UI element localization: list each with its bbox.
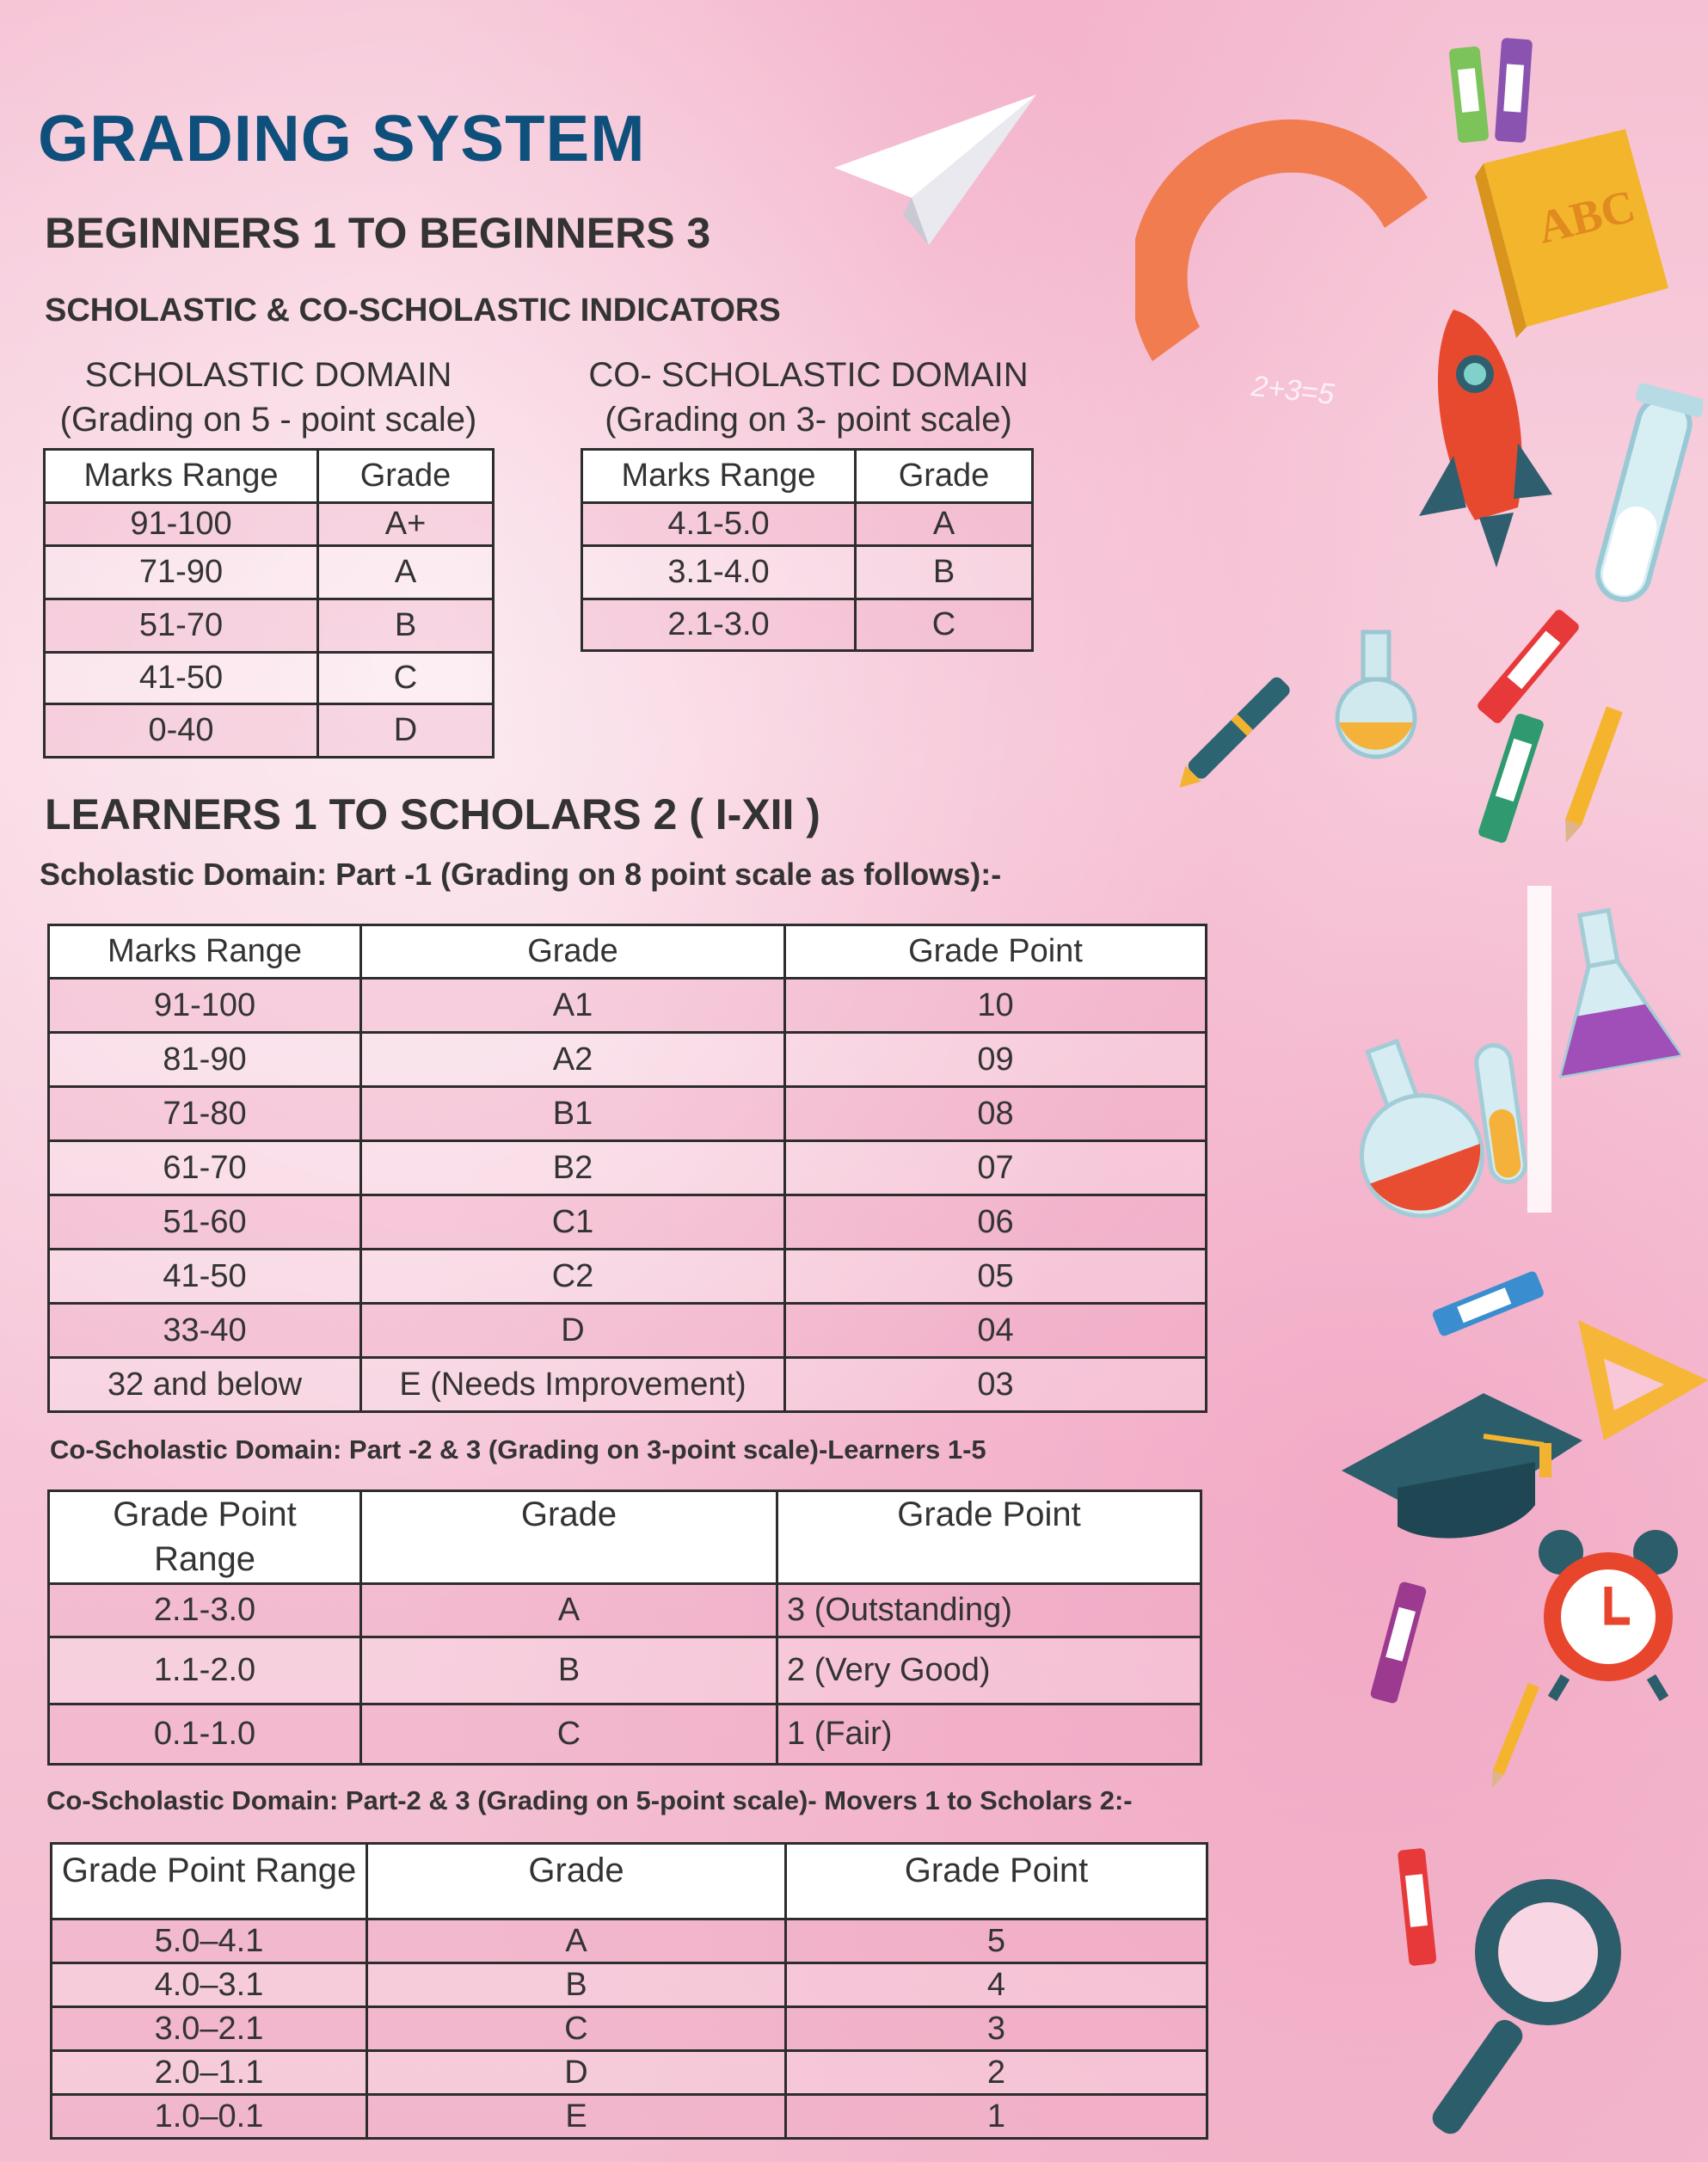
- grade-point-cell: 3 (Outstanding): [777, 1584, 1201, 1637]
- grade-cell: B: [318, 599, 494, 653]
- grade-point-range-cell: 2.1-3.0: [49, 1584, 361, 1637]
- grade-cell: B: [367, 1963, 786, 2007]
- grade-point-cell: 03: [785, 1358, 1207, 1412]
- grade-cell: B: [361, 1637, 777, 1704]
- marks-range-cell: 71-90: [45, 546, 318, 599]
- protractor-icon: [1135, 103, 1445, 387]
- flask-icon: [1535, 903, 1681, 1084]
- crayon-icon: [1359, 1574, 1436, 1720]
- grade-cell: A2: [361, 1033, 785, 1087]
- coscholastic-domain-title: CO- SCHOLASTIC DOMAIN: [588, 356, 1029, 394]
- marks-range-cell: 71-80: [49, 1087, 361, 1141]
- grade-point-cell: 09: [785, 1033, 1207, 1087]
- grade-cell: A1: [361, 979, 785, 1033]
- grade-cell: D: [318, 704, 494, 758]
- column-header: Grade Point Range: [52, 1844, 367, 1919]
- alarm-clock-icon: [1531, 1522, 1686, 1703]
- learners-heading: LEARNERS 1 TO SCHOLARS 2 ( I-XII ): [45, 790, 820, 838]
- marks-range-cell: 51-60: [49, 1195, 361, 1250]
- marks-range-cell: 51-70: [45, 599, 318, 653]
- grade-cell: C: [318, 653, 494, 704]
- grade-cell: E (Needs Improvement): [361, 1358, 785, 1412]
- marks-range-cell: 91-100: [49, 979, 361, 1033]
- column-header: Marks Range: [49, 925, 361, 979]
- grade-point-cell: 4: [786, 1963, 1207, 2007]
- marks-range-cell: 91-100: [45, 503, 318, 546]
- grade-cell: E: [367, 2095, 786, 2139]
- scholastic-domain-scale: (Grading on 5 - point scale): [59, 401, 477, 439]
- part2-5pt-caption: Co-Scholastic Domain: Part-2 & 3 (Grading on 5-point scale)- Movers 1 to Scholars 2:-: [46, 1785, 1133, 1815]
- grade-cell: A+: [318, 503, 494, 546]
- rocket-icon: [1402, 292, 1565, 576]
- grade-point-range-cell: 0.1-1.0: [49, 1704, 361, 1765]
- grade-point-range-cell: 5.0–4.1: [52, 1919, 367, 1963]
- crayon-icon: [1423, 1251, 1552, 1354]
- marks-range-cell: 2.1-3.0: [582, 599, 856, 651]
- grade-point-cell: 5: [786, 1919, 1207, 1963]
- grade-point-range-cell: 1.1-2.0: [49, 1637, 361, 1704]
- part1-caption: Scholastic Domain: Part -1 (Grading on 8 point scale as follows):-: [40, 857, 1002, 892]
- indicators-subheading: SCHOLASTIC & CO-SCHOLASTIC INDICATORS: [45, 292, 781, 329]
- marks-range-cell: 32 and below: [49, 1358, 361, 1412]
- grade-point-range-cell: 1.0–0.1: [52, 2095, 367, 2139]
- grade-point-cell: 1: [786, 2095, 1207, 2139]
- grade-point-cell: 2: [786, 2051, 1207, 2095]
- column-header: Grade Point Range: [49, 1491, 361, 1584]
- column-header: Marks Range: [582, 450, 856, 503]
- marks-range-cell: 41-50: [49, 1250, 361, 1304]
- coscholastic-5pt-table: [50, 1842, 1208, 2140]
- grade-point-cell: 05: [785, 1250, 1207, 1304]
- magnifier-icon: [1410, 1866, 1634, 2150]
- marks-range-cell: 33-40: [49, 1304, 361, 1358]
- scholastic-part1-table: [47, 924, 1207, 1413]
- grade-cell: D: [361, 1304, 785, 1358]
- beginners-heading: BEGINNERS 1 TO BEGINNERS 3: [45, 209, 711, 257]
- marks-range-cell: 0-40: [45, 704, 318, 758]
- marks-range-cell: 81-90: [49, 1033, 361, 1087]
- column-header: Grade: [318, 450, 494, 503]
- grade-cell: C2: [361, 1250, 785, 1304]
- grade-cell: A: [361, 1584, 777, 1637]
- grade-point-cell: 3: [786, 2007, 1207, 2051]
- grade-cell: B: [856, 546, 1033, 599]
- grade-cell: B2: [361, 1141, 785, 1195]
- flask-icon: [1324, 623, 1428, 761]
- grade-cell: A: [856, 503, 1033, 546]
- grade-point-cell: 10: [785, 979, 1207, 1033]
- coscholastic-domain-label: [568, 353, 1049, 442]
- grade-cell: B1: [361, 1087, 785, 1141]
- coscholastic-domain-scale: (Grading on 3- point scale): [605, 401, 1012, 439]
- coscholastic-3pt-table: [47, 1489, 1202, 1766]
- beginners-scholastic-table: [43, 448, 495, 759]
- beginners-coscholastic-table: [581, 448, 1034, 652]
- column-header: Grade Point: [785, 925, 1207, 979]
- marks-range-cell: 61-70: [49, 1141, 361, 1195]
- column-header: Grade Point: [786, 1844, 1207, 1919]
- scholastic-domain-label: [45, 353, 492, 442]
- grade-point-range-cell: 3.0–2.1: [52, 2007, 367, 2051]
- grade-cell: C: [361, 1704, 777, 1765]
- grade-point-cell: 06: [785, 1195, 1207, 1250]
- grade-point-cell: 07: [785, 1141, 1207, 1195]
- paper-plane-icon: [817, 86, 1049, 258]
- pencil-icon: [1544, 697, 1638, 851]
- marks-range-cell: 41-50: [45, 653, 318, 704]
- grade-point-range-cell: 2.0–1.1: [52, 2051, 367, 2095]
- scholastic-domain-title: SCHOLASTIC DOMAIN: [84, 356, 452, 394]
- math-note: 2+3=5: [1250, 370, 1336, 411]
- column-header: Grade Point: [777, 1491, 1201, 1584]
- grade-point-cell: 04: [785, 1304, 1207, 1358]
- grade-cell: C1: [361, 1195, 785, 1250]
- part2-3pt-caption: Co-Scholastic Domain: Part -2 & 3 (Grading on 3-point scale)-Learners 1-5: [50, 1434, 986, 1465]
- grade-point-range-cell: 4.0–3.1: [52, 1963, 367, 2007]
- grade-cell: A: [318, 546, 494, 599]
- page-title: GRADING SYSTEM: [38, 102, 646, 175]
- marks-range-cell: 4.1-5.0: [582, 503, 856, 546]
- grade-point-cell: 08: [785, 1087, 1207, 1141]
- test-tube-icon: [1462, 1032, 1539, 1195]
- book-label: ABC: [1532, 180, 1640, 254]
- column-header: Marks Range: [45, 450, 318, 503]
- column-header: Grade: [361, 925, 785, 979]
- grade-cell: A: [367, 1919, 786, 1963]
- column-header: Grade: [367, 1844, 786, 1919]
- test-tube-icon: [1582, 378, 1703, 628]
- grade-cell: D: [367, 2051, 786, 2095]
- grade-cell: C: [367, 2007, 786, 2051]
- grade-point-cell: 2 (Very Good): [777, 1637, 1201, 1704]
- grade-cell: C: [856, 599, 1033, 651]
- pen-icon: [1165, 658, 1303, 813]
- column-header: Grade: [856, 450, 1033, 503]
- marks-range-cell: 3.1-4.0: [582, 546, 856, 599]
- column-header: Grade: [361, 1491, 777, 1584]
- grade-point-cell: 1 (Fair): [777, 1704, 1201, 1765]
- pencil-icon: [1479, 1677, 1548, 1797]
